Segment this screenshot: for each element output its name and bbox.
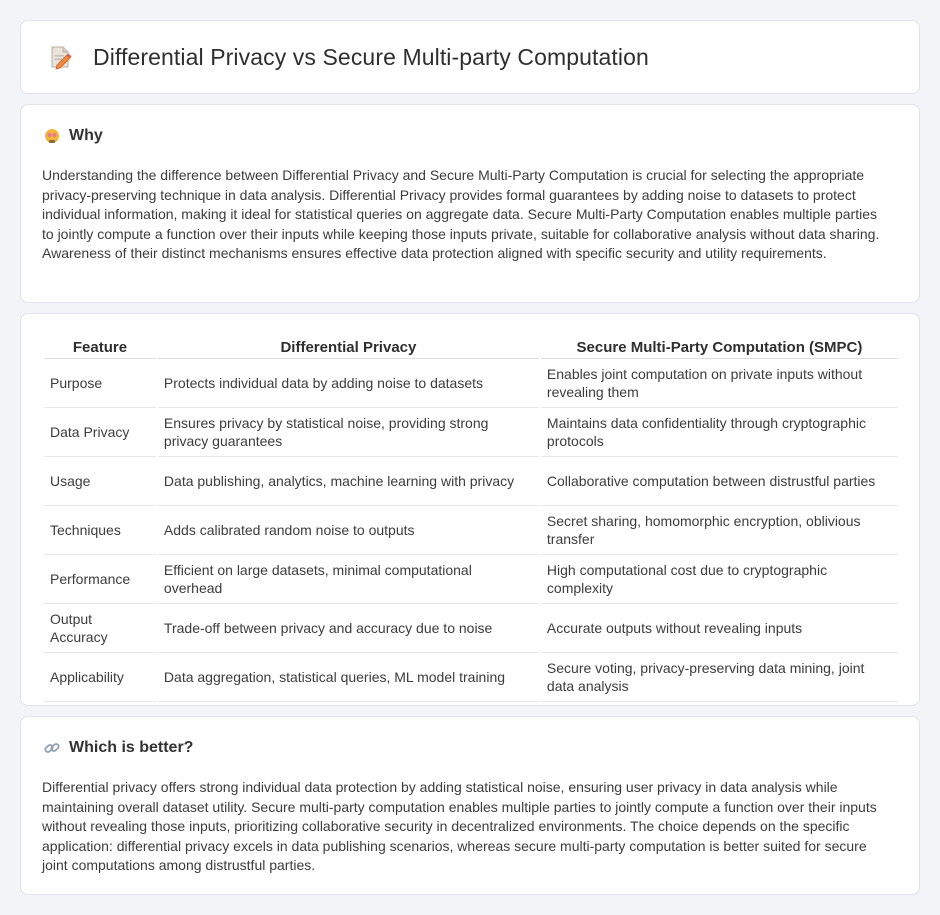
- feature-cell: Applicability: [44, 653, 156, 702]
- which-is-better-heading: Which is better?: [69, 739, 194, 756]
- which-is-better-section: [20, 716, 920, 895]
- comparison-table: [42, 336, 900, 702]
- link-icon: [43, 739, 61, 757]
- table-row: [44, 653, 898, 702]
- smpc-cell: Enables joint computation on private inputs without revealing them: [541, 359, 898, 408]
- dp-cell: Protects individual data by adding noise to datasets: [158, 359, 539, 408]
- title-card: [20, 20, 920, 94]
- dp-cell: Trade-off between privacy and accuracy due to noise: [158, 604, 539, 653]
- header-smpc: Secure Multi-Party Computation (SMPC): [541, 336, 898, 359]
- feature-cell: Output Accuracy: [44, 604, 156, 653]
- table-row: [44, 359, 898, 408]
- comparison-table-card: [20, 313, 920, 706]
- header-feature: Feature: [44, 336, 156, 359]
- dp-cell: Data publishing, analytics, machine learning with privacy: [158, 457, 539, 506]
- dp-cell: Data aggregation, statistical queries, ML model training: [158, 653, 539, 702]
- table-row: [44, 604, 898, 653]
- brain-bulb-icon: [43, 127, 61, 145]
- smpc-cell: Collaborative computation between distrustful parties: [541, 457, 898, 506]
- table-row: [44, 408, 898, 457]
- dp-cell: Adds calibrated random noise to outputs: [158, 506, 539, 555]
- why-text: Understanding the difference between Differential Privacy and Secure Multi-Party Computation is crucial for selecting the appropriate privacy-preserving technique in data analysis. Differential Privacy provides formal guarantees by adding noise to datasets to protect individual information, making it ideal for statistical queries on aggregate data. Secure Multi-Party Computation enables multiple parties to jointly compute a function over their inputs while keeping those inputs private, suitable for collaborative analysis without data sharing. Awareness of their distinct mechanisms ensures effective data protection aligned with specific security and utility requirements.: [42, 167, 880, 261]
- which-is-better-text: Differential privacy offers strong individual data protection by adding statistical noise, ensuring user privacy in data analysis while maintaining overall dataset utility. Secure multi-party computation enables multiple parties to jointly compute a function over their inputs without revealing those inputs, prioritizing collaborative security in decentralized environments. The choice depends on the specific application: differential privacy excels in data publishing scenarios, whereas secure multi-party computation is better suited for secure joint computations among distrustful parties.: [42, 779, 877, 873]
- feature-cell: Usage: [44, 457, 156, 506]
- table-row: [44, 555, 898, 604]
- smpc-cell: High computational cost due to cryptographic complexity: [541, 555, 898, 604]
- page-title: Differential Privacy vs Secure Multi-party Computation: [93, 43, 649, 70]
- table-header-row: [44, 336, 898, 359]
- smpc-cell: Secure voting, privacy-preserving data mining, joint data analysis: [541, 653, 898, 702]
- why-heading: Why: [69, 127, 103, 144]
- dp-cell: Efficient on large datasets, minimal computational overhead: [158, 555, 539, 604]
- header-differential-privacy: Differential Privacy: [158, 336, 539, 359]
- why-section: [20, 104, 920, 303]
- smpc-cell: Maintains data confidentiality through cryptographic protocols: [541, 408, 898, 457]
- document-pencil-icon: [47, 44, 73, 70]
- feature-cell: Purpose: [44, 359, 156, 408]
- feature-cell: Data Privacy: [44, 408, 156, 457]
- feature-cell: Performance: [44, 555, 156, 604]
- smpc-cell: Secret sharing, homomorphic encryption, oblivious transfer: [541, 506, 898, 555]
- dp-cell: Ensures privacy by statistical noise, providing strong privacy guarantees: [158, 408, 539, 457]
- table-row: [44, 457, 898, 506]
- table-row: [44, 506, 898, 555]
- smpc-cell: Accurate outputs without revealing inputs: [541, 604, 898, 653]
- feature-cell: Techniques: [44, 506, 156, 555]
